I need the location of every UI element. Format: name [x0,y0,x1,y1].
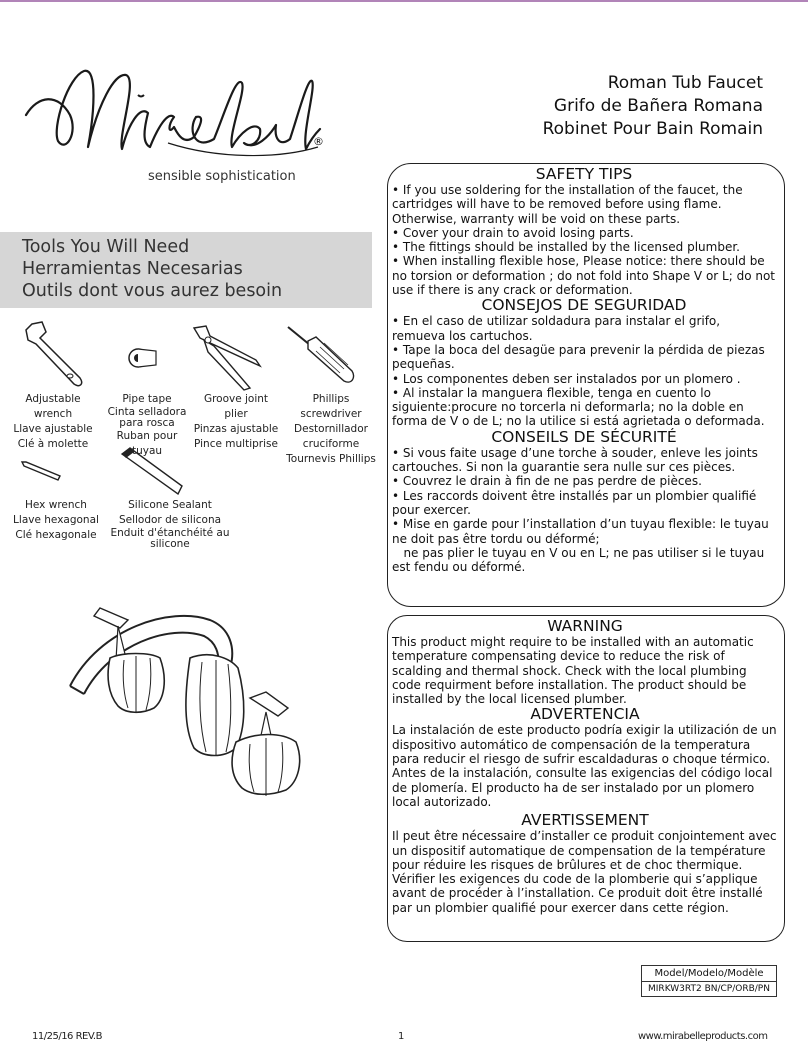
tools-heading-band [0,232,372,308]
safety-heading-en: SAFETY TIPS [535,165,633,183]
tool-label-line: Clé à molette [17,438,89,450]
top-rule [0,0,808,2]
product-titles [543,72,763,141]
tool-label-groove-joint-plier [192,392,280,452]
tool-label-line: Groove joint plier [203,393,269,420]
warning-text-fr: Il peut être nécessaire d’installer ce produit conjointement avec un dispositif automatique de compensation de la température pour réduire les risques de brûlures et de choc thermique. Vérifier les exigences du code de la plomberie qui s’applique avant de procéder à l’installation. Ce produit doit être installé par un plombier qualifié pour exercer dans cette région. [392,829,777,915]
tool-label-pipe-tape [102,392,192,459]
mirabelle-logo [18,55,328,165]
tool-label-line: Pince multiprise [194,438,278,450]
tool-label-line: Ruban pour tuyau [116,430,178,457]
safety-item: • En el caso de utilizar soldadura para instalar el grifo, remueva los cartuchos. [392,314,721,343]
safety-item: • Mise en garde pour l’installation d’un tuyau flexible: le tuyau ne doit pas être tordu ou déformé; [392,517,769,546]
model-number-box [641,965,777,997]
tool-label-line: Adjustable wrench [25,393,81,420]
safety-heading-es: CONSEJOS DE SEGURIDAD [481,296,687,315]
tools-heading-en: Tools You Will Need [22,237,190,257]
tools-heading-es: Herramientas Necesarias [22,259,243,279]
adjustable-wrench-icon [24,318,94,390]
safety-item: • Los componentes deben ser instalados por un plomero . [392,371,741,386]
roman-tub-faucet-illustration [60,598,325,798]
safety-item: • The fittings should be installed by the licensed plumber. [392,240,740,255]
registered-mark: ® [313,135,324,148]
tool-label-line: cruciforme [302,438,360,450]
safety-heading-fr: CONSEILS DE SÉCURITÉ [491,427,677,446]
tool-label-hex-wrench [10,498,102,543]
tool-label-line: Silicone Sealant [128,499,212,511]
tool-label-line: Clé hexagonale [15,529,97,541]
footer-website: www.mirabelleproducts.com [638,1031,768,1042]
warning-text-es: La instalación de este producto podría exigir la utilización de un dispositivo automático de compensación de la temperatura para reducir el riesgo de sufrir escaldaduras o choque térmico. Antes de la instalación, consulte las exigencias del código local de plomería. El producto ha de ser instalado por un plomero local autorizado. [392,723,777,809]
product-title-en: Roman Tub Faucet [607,73,763,93]
tool-label-line: Cinta selladora para rosca [107,406,187,429]
safety-item: • When installing flexible hose, Please notice: there should be no torsion or deformation ; do not fold into Shape V or L; do not use if there is any crack or deformation. [392,254,776,298]
tool-label-line: Destornillador [294,423,368,435]
warning-text-en: This product might require to be installed with an automatic temperature compensating device to reduce the risk of scalding and thermal shock. Check with the local plumbing code requirment before installation. The product should be installed by the local licensed plumber. [392,635,754,707]
tool-label-adjustable-wrench [10,392,96,452]
tool-label-line: Llave hexagonal [13,514,99,526]
safety-tips-box [387,163,785,607]
tool-label-line: Pinzas ajustable [193,423,279,435]
tool-label-line: Tournevis Phillips [286,453,376,465]
product-title-es: Grifo de Bañera Romana [553,96,763,116]
model-value: MIRKW3RT2 BN/CP/ORB/PN [642,981,776,996]
tool-label-line: Sellodor de silicona [118,514,222,526]
warning-heading-es: ADVERTENCIA [530,705,640,724]
tool-label-line: Pipe tape [122,393,172,405]
model-label: Model/Modelo/Modèle [654,968,764,979]
tool-label-line: Enduit d'étanchéité au silicone [110,527,230,550]
phillips-screwdriver-icon [286,325,360,391]
tool-label-line: Llave ajustable [13,423,93,435]
safety-item: • Tape la boca del desagüe para prevenir la pérdida de piezas pequeñas. [392,342,765,372]
brand-tagline: sensible sophistication [148,169,296,184]
safety-item: • Al instalar la manguera flexible, tenga en cuento lo siguiente:procure no torcerla ni deformarla; no la doble en forma de V o de L; no la utilice si está agrietada o deformada. [392,385,765,429]
safety-item: ne pas plier le tuyau en V ou en L; ne pas utiliser si le tuyau est fendu ou déformé. [392,545,769,575]
safety-item: • Si vous faite usage d’une torche à souder, enleve les joints cartouches. Si non la guarantie sera nulle sur ces pièces. [392,445,758,475]
safety-item: • Couvrez le drain à fin de ne pas perdre de pièces. [392,474,702,489]
safety-item: • If you use soldering for the installation of the faucet, the cartridges will have to be removed before using flame. Otherwise, warranty will be void on these parts. [392,183,743,226]
footer-date: 11/25/16 REV.B [32,1031,102,1042]
tool-label-phillips-screwdriver [282,392,380,467]
tools-heading-fr: Outils dont vous aurez besoin [22,281,283,301]
tool-label-line: Hex wrench [25,499,87,511]
groove-joint-plier-icon [190,324,266,394]
hex-wrench-icon [20,460,64,482]
tool-label-silicone-sealant [108,498,232,550]
warning-box [387,615,785,942]
product-title-fr: Robinet Pour Bain Romain [542,119,763,139]
safety-item: • Les raccords doivent être installés par un plombier qualifié pour exercer. [392,488,757,517]
pipe-tape-icon [126,345,162,371]
tool-label-line: Phillips screwdriver [300,393,362,420]
safety-item: • Cover your drain to avoid losing parts. [392,225,634,240]
warning-heading-fr: AVERTISSEMENT [521,811,649,830]
warning-heading-en: WARNING [547,617,623,635]
footer-page-number: 1 [398,1031,404,1042]
